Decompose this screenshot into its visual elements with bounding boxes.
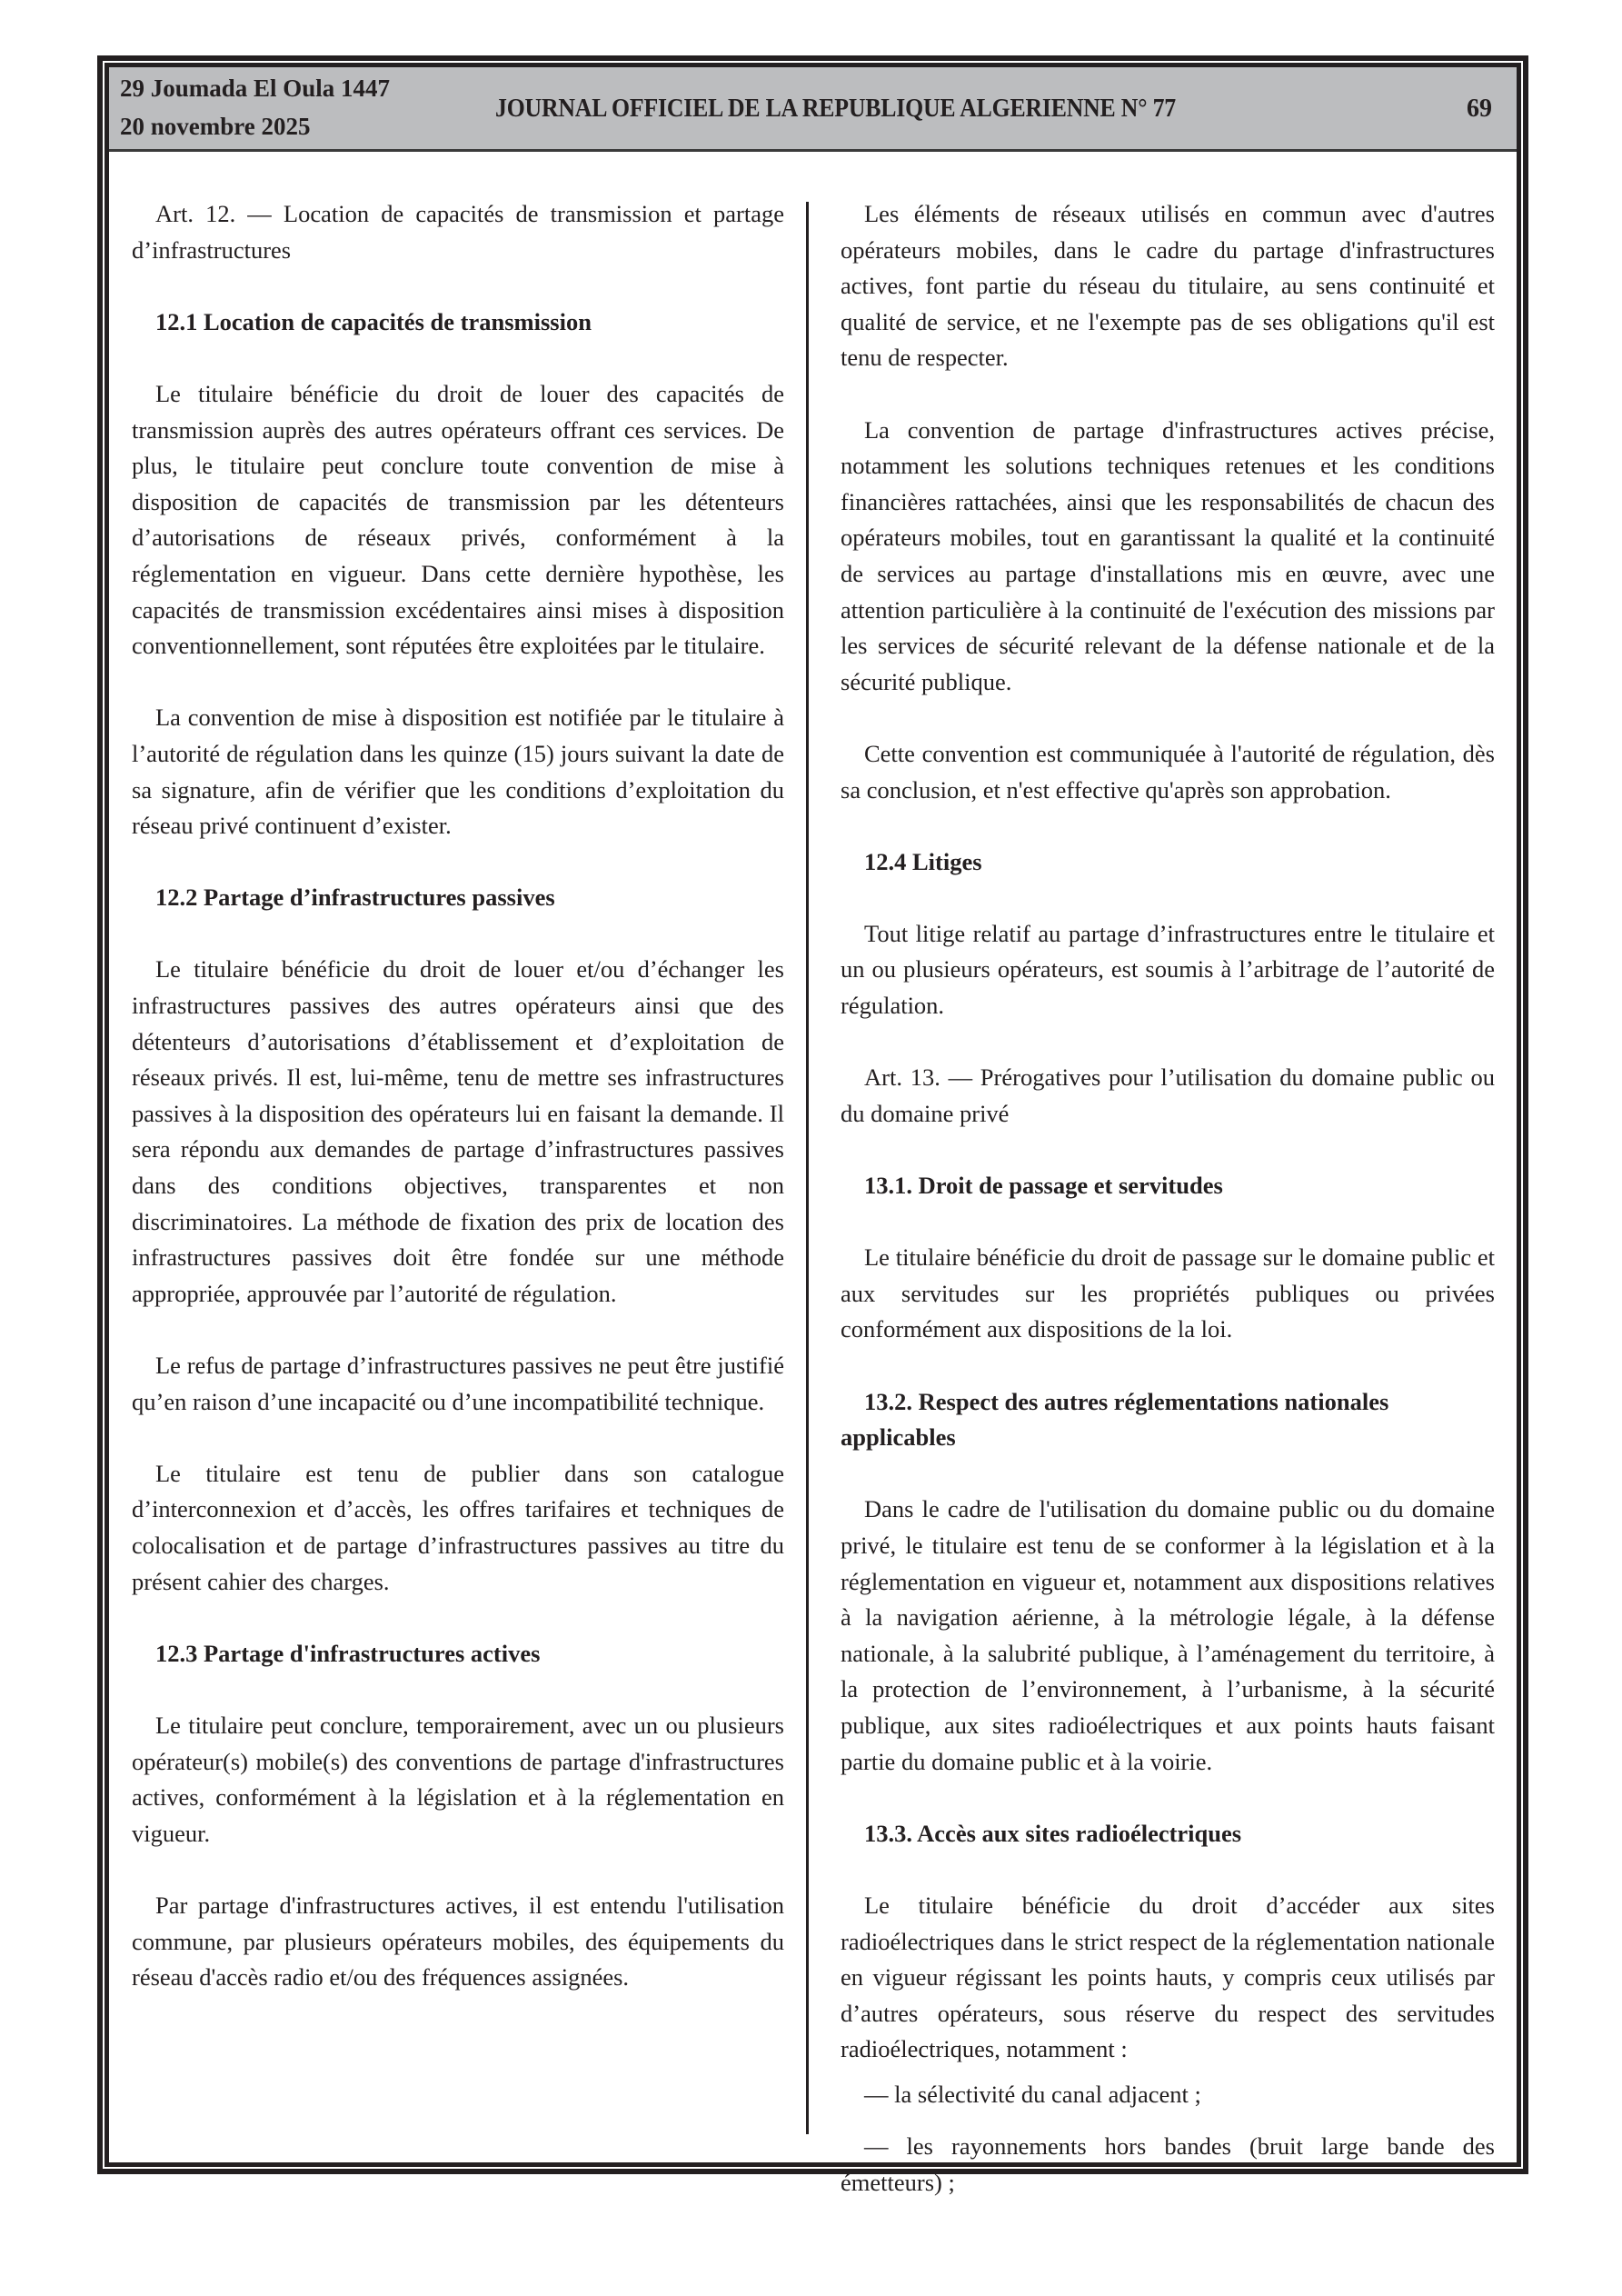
header-date-gregorian: 20 novembre 2025 xyxy=(120,113,311,140)
page-header xyxy=(109,67,1517,152)
paragraph: Le titulaire peut conclure, temporairement, avec un ou plusieurs opérateur(s) mobile(s) des conventions de partage d'infrastructures actives, conformément à la législation et à la réglementation en vigueur. xyxy=(132,1711,784,1847)
list-item: — les rayonnements hors bandes (bruit large bande des émetteurs) ; xyxy=(841,2132,1495,2197)
paragraph: Le titulaire bénéficie du droit de louer des capacités de transmission auprès des autres opérateurs offrant ces services. De plus, le titulaire peut conclure toute convention de mise à disposition de capacités de transmission par les détenteurs d’autorisations de réseaux privés, conformément à la réglementation en vigueur. Dans cette dernière hypothèse, les capacités de transmission excédentaires ainsi mises à disposition conventionnellement, sont réputées être exploitées par le titulaire. xyxy=(132,379,784,660)
paragraph: La convention de partage d'infrastructures actives précise, notamment les solutions techniques retenues et les conditions financières rattachées, ainsi que les responsabilités de chacun des opérateurs mobiles, tout en garantissant la qualité et la continuité de services au partage d'installations mis en œuvre, avec une attention particulière à la continuité de l'exécution des missions par les services de sécurité relevant de la défense nationale et de la sécurité publique. xyxy=(841,415,1495,695)
paragraph: Le titulaire bénéficie du droit de louer et/ou d’échanger les infrastructures passives des autres opérateurs ainsi que des détenteurs d’autorisations d’établissement et d’exploitation de réseaux privés. Il est, lui-même, tenu de mettre ses infrastructures passives à la disposition des opérateurs lui en faisant la demande. Il sera répondu aux demandes de partage d’infrastructures passives dans des conditions objectives, transparentes et non discriminatoires. La méthode de fixation des prix de location des infrastructures passives doit être fondée sur une méthode appropriée, approuvée par l’autorité de régulation. xyxy=(132,955,784,1307)
section-13-2-heading: 13.2. Respect des autres réglementations nationales applicables xyxy=(841,1387,1389,1452)
header-date-hijri: 29 Joumada El Oula 1447 xyxy=(120,75,391,102)
page-number: 69 xyxy=(1467,95,1492,123)
left-column xyxy=(132,196,784,1996)
journal-title: JOURNAL OFFICIEL DE LA REPUBLIQUE ALGERIENNE N° 77 xyxy=(495,95,1177,123)
paragraph: Le titulaire bénéficie du droit de passage sur le domaine public et aux servitudes sur les propriétés publiques ou privées conformément aux dispositions de la loi. xyxy=(841,1243,1495,1343)
paragraph: Tout litige relatif au partage d’infrastructures entre le titulaire et un ou plusieurs opérateurs, est soumis à l’arbitrage de l’autorité de régulation. xyxy=(841,919,1495,1020)
list-item: — la sélectivité du canal adjacent ; xyxy=(864,2080,1201,2108)
section-13-1-heading: 13.1. Droit de passage et servitudes xyxy=(864,1172,1223,1200)
section-12-3-heading: 12.3 Partage d'infrastructures actives xyxy=(155,1639,541,1667)
column-divider xyxy=(806,202,809,2134)
paragraph: Dans le cadre de l'utilisation du domaine public ou du domaine privé, le titulaire est tenu de se conformer à la législation et à la réglementation en vigueur et, notamment aux dispositions relatives à la navigation aérienne, à la métrologie légale, à la défense nationale, à la salubrité publique, à l’aménagement du territoire, à la protection de l’environnement, à l’urbanisme, à la sécurité publique, aux sites radioélectriques et aux points hauts faisant partie du domaine public et à la voirie. xyxy=(841,1495,1495,1775)
section-12-2-heading: 12.2 Partage d’infrastructures passives xyxy=(155,883,555,912)
paragraph: Cette convention est communiquée à l'autorité de régulation, dès sa conclusion, et n'est effective qu'après son approbation. xyxy=(841,739,1495,804)
paragraph: Les éléments de réseaux utilisés en commun avec d'autres opérateurs mobiles, dans le cadre du partage d'infrastructures actives, font partie du réseau du titulaire, au sens continuité et qualité de service, et ne l'exempte pas de ses obligations qu'il est tenu de respecter. xyxy=(841,200,1495,372)
paragraph: Le titulaire est tenu de publier dans son catalogue d’interconnexion et d’accès, les offres tarifaires et techniques de colocalisation et de partage d’infrastructures passives au titre du présent cahier des charges. xyxy=(132,1459,784,1595)
paragraph: Par partage d'infrastructures actives, il est entendu l'utilisation commune, par plusieurs opérateurs mobiles, des équipements du réseau d'accès radio et/ou des fréquences assignées. xyxy=(132,1891,784,1992)
section-13-3-heading: 13.3. Accès aux sites radioélectriques xyxy=(864,1819,1242,1847)
section-12-4-heading: 12.4 Litiges xyxy=(864,847,982,875)
paragraph: La convention de mise à disposition est notifiée par le titulaire à l’autorité de régulation dans les quinze (15) jours suivant la date de sa signature, afin de vérifier que les conditions d’exploitation du réseau privé continuent d’exister. xyxy=(132,704,784,840)
paragraph: Le refus de partage d’infrastructures passives ne peut être justifié qu’en raison d’une incapacité ou d’une incompatibilité technique. xyxy=(132,1352,784,1415)
article-13-title: Art. 13. — Prérogatives pour l’utilisation du domaine public ou du domaine privé xyxy=(841,1063,1495,1127)
article-12-title: Art. 12. — Location de capacités de transmission et partage d’infrastructures xyxy=(132,200,784,264)
paragraph: Le titulaire bénéficie du droit d’accéder aux sites radioélectriques dans le strict respect de la réglementation nationale en vigueur régissant les points hauts, y compris ceux utilisés par d’autres opérateurs, sous réserve du respect des servitudes radioélectriques, notamment : xyxy=(841,1891,1495,2063)
section-12-1-heading: 12.1 Location de capacités de transmission xyxy=(155,307,592,335)
right-column xyxy=(841,196,1495,2201)
